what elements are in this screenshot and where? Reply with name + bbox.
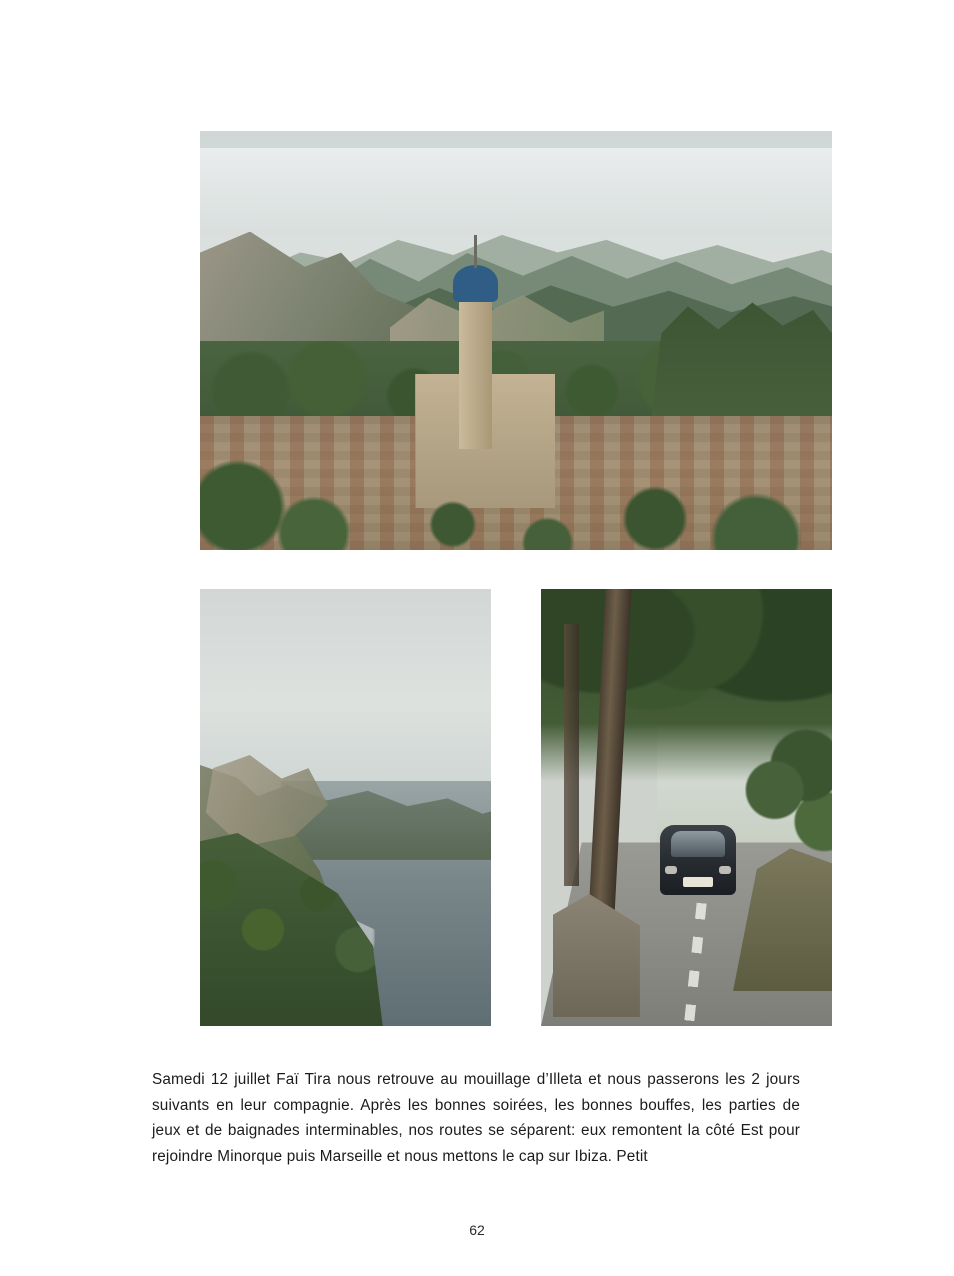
cloud-band <box>200 148 832 232</box>
page-number: 62 <box>469 1222 485 1238</box>
car-windshield <box>671 831 725 858</box>
village-panorama-photo <box>200 131 832 550</box>
village-vegetation <box>200 408 832 550</box>
car-headlight-right <box>719 866 731 874</box>
car-on-road-photo <box>541 589 832 1026</box>
pine-trunk-secondary <box>564 624 579 886</box>
car-license-plate <box>683 877 713 887</box>
car <box>660 825 736 895</box>
car-headlight-left <box>665 866 677 874</box>
body-paragraph: Samedi 12 juillet Faï Tira nous retrouve au mouillage d’Illeta et nous passerons les 2 jours suivants en leur compagnie. Après les bonnes soirées, les bonnes bouffes, les parties de jeux et de baignades interminables, nos routes se séparent: eux remontent la côté Est pour rejoindre Minorque puis Marseille et nous mettons le cap sur Ibiza. Petit <box>152 1071 800 1165</box>
coastline-photo <box>200 589 491 1026</box>
